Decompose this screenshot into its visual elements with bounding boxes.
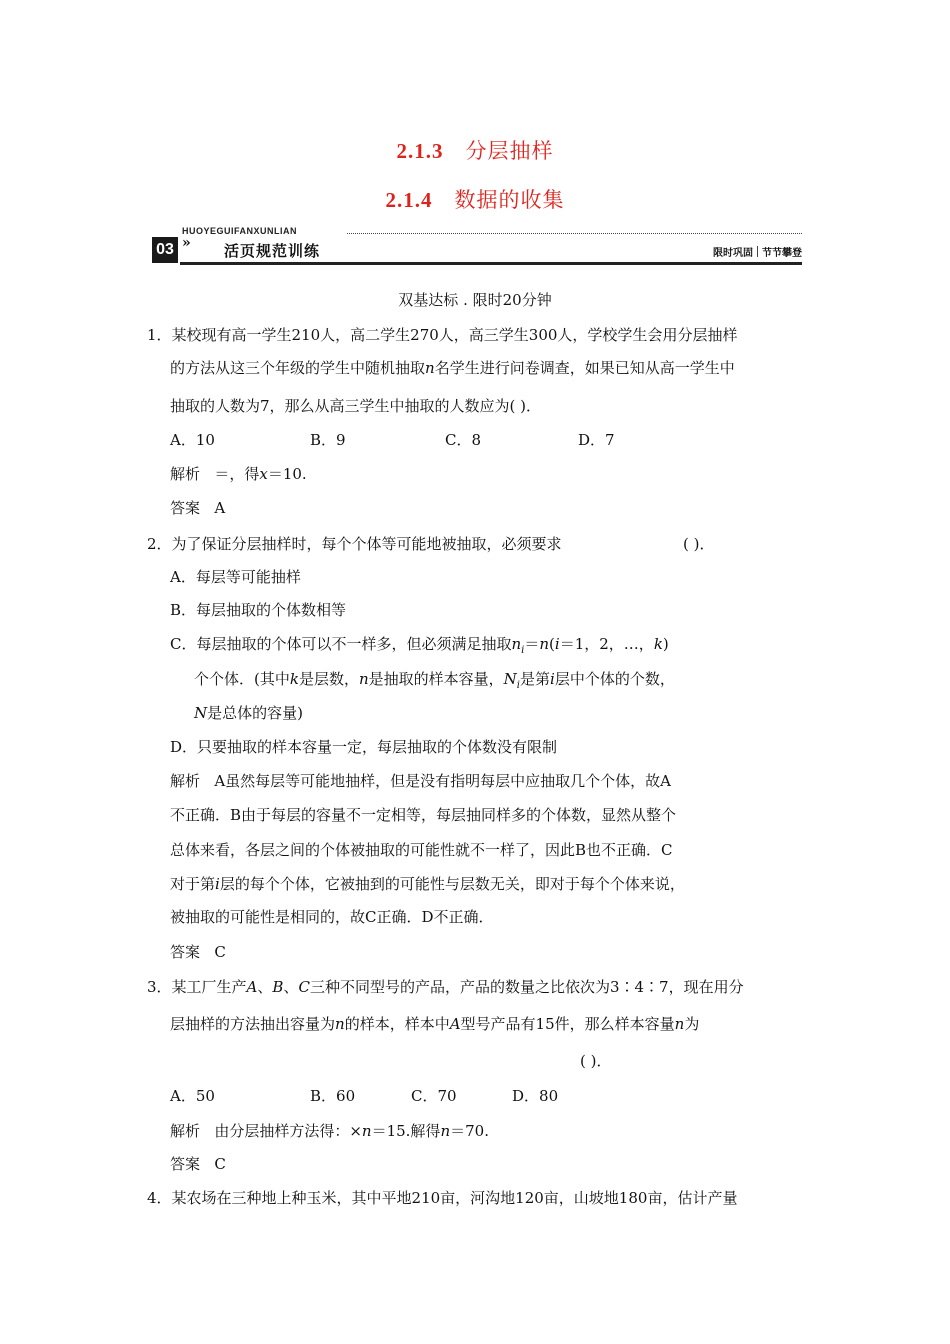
q3-option-c: C．70 <box>411 1087 457 1105</box>
title-number: 2.1.3 <box>396 139 444 163</box>
q1-option-a: A．10 <box>170 431 215 449</box>
q2-option-b: B．每层抽取的个体数相等 <box>170 601 347 619</box>
q1-option-c: C．8 <box>445 431 482 449</box>
q1-line-3: 抽取的人数为7，那么从高三学生中抽取的人数应为( )． <box>170 397 542 415</box>
double-chevron-icon: » <box>182 235 191 251</box>
title-text: 数据的收集 <box>454 188 565 212</box>
q2-option-c-line-2: 个个体．(其中k是层数，n是抽取的样本容量，$N_i$是第i层中个体的个数， <box>194 670 675 691</box>
q2-option-a: A．每层等可能抽样 <box>170 568 301 586</box>
banner-tagline <box>713 244 802 259</box>
q1-line-1: 1．某校现有高一学生210人，高二学生270人，高三学生300人，学校学生会用分层抽样 <box>147 326 738 344</box>
q3-answer-paren: ( )． <box>580 1052 612 1070</box>
practice-banner <box>152 226 802 268</box>
q2-line-1: 2．为了保证分层抽样时，每个个体等可能地被抽取，必须要求 <box>147 535 562 553</box>
banner-rule <box>180 262 802 265</box>
banner-pinyin: HUOYEGUIFANXUNLIAN <box>182 226 298 236</box>
q2-answer-paren: ( )． <box>683 535 715 553</box>
q1-analysis: 解析 ＝，得x＝10. <box>170 465 307 483</box>
title-number: 2.1.4 <box>385 188 433 212</box>
q2-analysis-line-2: 不正确．B由于每层的容量不一定相等，每层抽同样多的个体数，显然从整个 <box>170 806 677 824</box>
q3-line-2: 层抽样的方法抽出容量为n的样本，样本中A型号产品有15件，那么样本容量n为 <box>170 1015 700 1033</box>
q2-analysis-line-3: 总体来看，各层之间的个体被抽取的可能性就不一样了，因此B也不正确．C <box>170 841 673 859</box>
q3-line-1: 3．某工厂生产A、B、C三种不同型号的产品，产品的数量之比依次为3∶4∶7，现在用分 <box>147 978 744 996</box>
banner-number-badge: 03 <box>152 237 178 263</box>
q3-option-a: A．50 <box>170 1087 215 1105</box>
section-heading: 双基达标 . 限时20分钟 <box>398 291 552 309</box>
q1-line-2: 的方法从这三个年级的学生中随机抽取n名学生进行问卷调查，如果已知从高一学生中 <box>170 359 735 377</box>
q1-answer: 答案 A <box>170 499 226 517</box>
banner-dotted-rule <box>347 233 802 234</box>
tagline-b: 节节攀登 <box>762 248 802 259</box>
tagline-a: 限时巩固 <box>713 248 753 259</box>
q3-option-d: D．80 <box>512 1087 559 1105</box>
q2-analysis-line-4: 对于第i层的每个个体，它被抽到的可能性与层数无关，即对于每个个体来说， <box>170 875 685 893</box>
section-title-2-1-4 <box>0 184 950 214</box>
q2-option-c-line-3: N是总体的容量) <box>194 704 303 722</box>
q2-option-d: D．只要抽取的样本容量一定，每层抽取的个体数没有限制 <box>170 738 558 756</box>
q2-option-c-line-1: C．每层抽取的个体可以不一样多，但必须满足抽取$n_i=n(i=1$，2，…，k) <box>170 635 669 656</box>
q3-option-b: B．60 <box>310 1087 356 1105</box>
banner-title: 活页规范训练 <box>224 242 321 260</box>
title-text: 分层抽样 <box>465 139 554 163</box>
q3-answer: 答案 C <box>170 1155 226 1173</box>
q3-analysis: 解析 由分层抽样方法得：×n＝15.解得n＝70. <box>170 1122 489 1140</box>
q2-analysis-line-5: 被抽取的可能性是相同的，故C正确．D不正确． <box>170 908 494 926</box>
q2-analysis-line-1: 解析 A虽然每层等可能地抽样，但是没有指明每层中应抽取几个个体，故A <box>170 772 671 790</box>
section-title-2-1-3 <box>0 135 950 165</box>
q1-option-d: D．7 <box>578 431 615 449</box>
q4-line-1: 4．某农场在三种地上种玉米，其中平地210亩，河沟地120亩，山坡地180亩，估计产量 <box>147 1189 738 1207</box>
q1-option-b: B．9 <box>310 431 346 449</box>
q2-answer: 答案 C <box>170 943 226 961</box>
